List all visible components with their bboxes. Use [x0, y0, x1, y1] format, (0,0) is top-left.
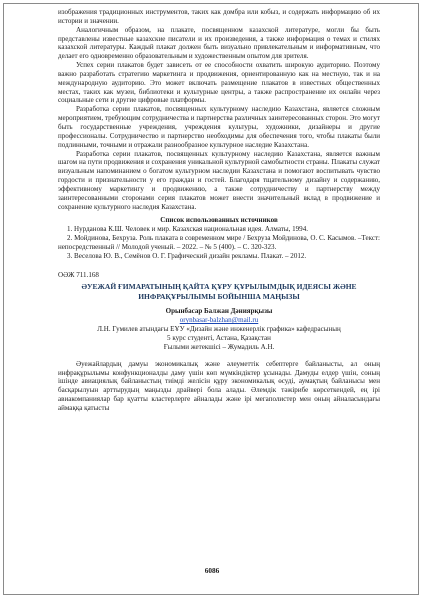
reference-item-3: 3. Веселова Ю. В., Семёнов О. Г. Графический дизайн рекламы. Плакат. – 2012.	[67, 251, 307, 260]
author-name: Орынбасар Балжан Дәниярқызы	[165, 307, 273, 316]
author-email-link[interactable]: orynbasar-balzhan@mail.ru	[179, 316, 259, 325]
reference-item-2: 2. Мойдинова, Бехруза. Роль плаката в современном мире / Бехруза Мойдинова, О. С. Касымов. –Текст: непосредственный // Молодой ученый. – 2022. – № 5 (400). – С. 320-323.	[58, 234, 380, 251]
supervisor-line: Ғылыми жетекшісі – Жумадиль А.Н.	[163, 342, 275, 351]
paragraph-continuation: изображения традиционных инструментов, таких как домбра или кобыз, и содержать информацию об их истории и значении.	[58, 8, 380, 25]
affiliation-line: Л.Н. Гумилев атындағы ЕҰУ «Дизайн және инженерлік графика» кафедрасының	[97, 325, 341, 334]
paragraph-collaboration: Разработка серии плакатов, посвященных культурному наследию Казахстана, является сложным мероприятием, требующим сотрудничества и партнерства различных заинтересованных сторон. Это могут быть государственные учреждения, учреждения культуры, художники, дизайнеры и другие профессионалы. Сотрудничество и партнерство необходимы для обеспечения того, чтобы плакаты были подлинными, точными и отражали разнообразное культурное наследие Казахстана.	[58, 105, 380, 149]
udc-code: ОӘЖ 711.168	[58, 270, 99, 279]
page-number: 6086	[204, 566, 220, 575]
paragraph-literature-poster: Аналогичным образом, на плакате, посвященном казахской литературе, могли бы быть представлены известные казахские писатели и их произведения, а также информация о темах и стилях казахской литературы. Каждый плакат должен быть визуально привлекательным и информативным, что делает его одновременно образовательным и художественным опытом для зрителя.	[58, 25, 380, 61]
references-heading: Список использованных источников	[160, 216, 278, 225]
paragraph-conclusion: Разработка серии плакатов, посвященных культурному наследию Казахстана, является важным шагом на пути продвижения и сохранения уникальной культурной самобытности страны. Плакаты служат визуальным напоминанием о богатом культурном наследии Казахстана и помогают воспитывать чувство гордости и признательности у его граждан и гостей. Благодаря тщательному дизайну и содержанию, эффективному маркетингу и продвижению, а также сотрудничеству и партнерству между заинтересованными сторонами серия плакатов может внести значительный вклад в продвижение и сохранение культурного наследия Казахстана.	[58, 149, 380, 211]
affiliation-line: 5 курс студенті, Астана, Қазақстан	[167, 334, 271, 342]
article-title: ӘУЕЖАЙ ҒИМАРАТЫНЫҢ ҚАЙТА ҚҰРУ ҚҰРЫЛЫМДЫҚ ИДЕЯСЫ ЖӘНЕ ИНФРАҚҰРЫЛЫМЫ БОЙЫНША МАҢЫЗЫ	[81, 282, 357, 301]
article-body-paragraph: Әуежайлардың дамуы экономикалық және әлеуметтік себептерге байланысты, ал оның инфрақұрылымы конфункционалды даму үшін көп мүмкіндіктер ұсынады. Дамуды елдер үшін, соның ішінде авиациялық байланыстың тиімді желісін құру экономикалық өсуді, аумақтың байланысы мен басқарылуын арттырудың маңызды драйвері бола алады. Әлемдік тәжірибе көрсеткендей, ең ірі авиакомпаниялар бар қуатты кластерлерге айналады және ірі мегаполистер мен оның айналасындағы аймаққа қатысты	[58, 359, 380, 412]
reference-item-1: 1. Нурданова К.Ш. Человек и мир. Казахская национальная идея. Алматы, 1994.	[67, 225, 308, 234]
document-page	[58, 8, 380, 413]
paragraph-audience: Успех серии плакатов будет зависеть от ее способности охватить широкую аудиторию. Поэтому важно разработать стратегию маркетинга и продвижения, ориентированную как на местную, так и на международную аудиторию. Это может включать размещение плакатов в известных общественных местах, таких как музеи, библиотеки и культурные центры, а также распространение их онлайн через социальные сети и другие цифровые платформы.	[58, 61, 380, 105]
